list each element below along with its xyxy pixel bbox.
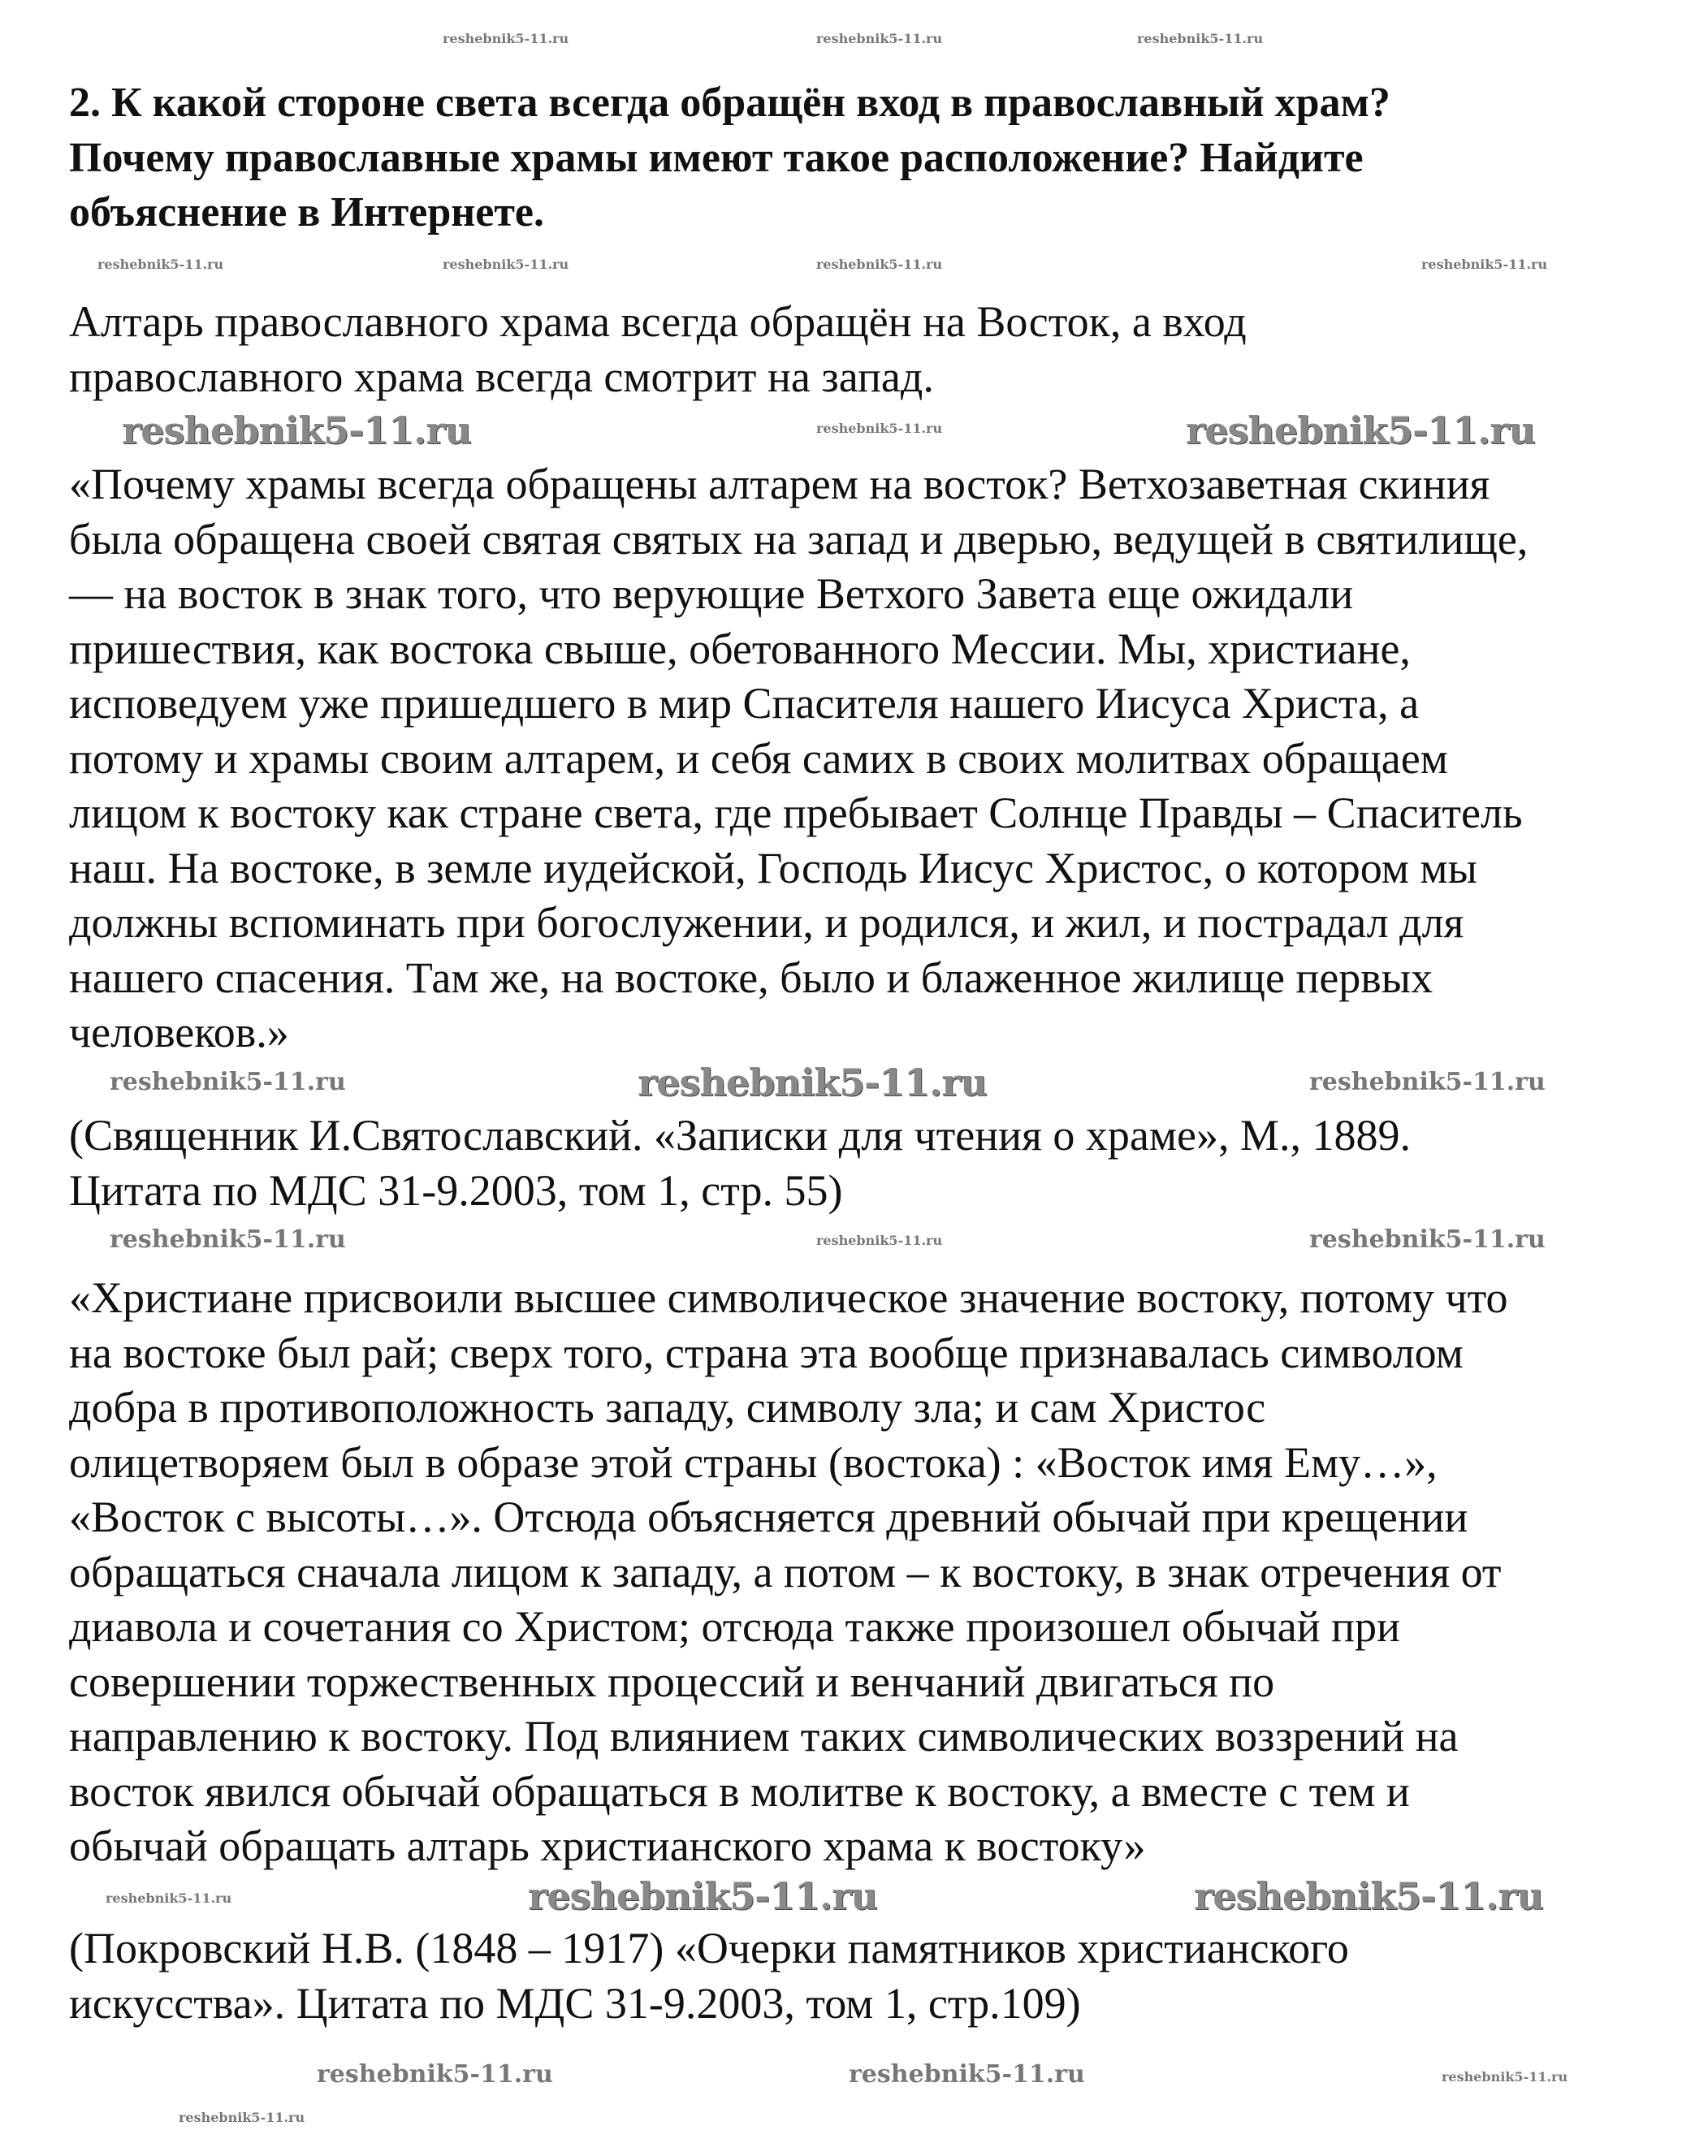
watermark-text: reshebnik5-11.ru [122, 408, 471, 452]
watermark-text: reshebnik5-11.ru [816, 421, 943, 436]
watermark-text: reshebnik5-11.ru [443, 31, 569, 46]
text-line: (Священник И.Святославский. «Записки для чтения о храме», М., 1889. [69, 1111, 1411, 1160]
answer-paragraph [69, 295, 1247, 404]
question-heading [69, 76, 1390, 240]
citation-svyatoslavsky [69, 1108, 1411, 1218]
text-line: на востоке был рай; сверх того, страна эта вообще признавалась символом [69, 1328, 1464, 1377]
watermark-text: reshebnik5-11.ru [110, 1225, 346, 1254]
text-line: (Покровский Н.В. (1848 – 1917) «Очерки памятников христианского [69, 1924, 1349, 1972]
watermark-text: reshebnik5-11.ru [1421, 257, 1548, 272]
text-line: «Христиане присвоили высшее символическое значение востоку, потому что [69, 1273, 1508, 1322]
text-line: — на восток в знак того, что верующие Ветхого Завета еще ожидали [69, 569, 1354, 618]
text-line: нашего спасения. Там же, на востоке, было и блаженное жилище первых [69, 953, 1433, 1002]
text-line: лицом к востоку как стране света, где пребывает Солнце Правды – Спаситель [69, 789, 1523, 837]
watermark-text: reshebnik5-11.ru [849, 2060, 1085, 2089]
quote-pokrovsky [69, 1271, 1508, 1874]
text-line: «Восток с высоты…». Отсюда объясняется древний обычай при крещении [69, 1493, 1468, 1541]
text-line: обычай обращать алтарь христианского храма к востоку» [69, 1821, 1146, 1870]
text-line: восток явился обычай обращаться в молитве к востоку, а вместе с тем и [69, 1766, 1410, 1816]
watermark-text: reshebnik5-11.ru [638, 1061, 987, 1104]
citation-pokrovsky [69, 1921, 1349, 2031]
watermark-text: reshebnik5-11.ru [816, 1233, 943, 1248]
text-line: исповедуем уже пришедшего в мир Спасителя нашего Иисуса Христа, а [69, 679, 1420, 728]
text-line: объяснение в Интернете. [69, 189, 544, 235]
watermark-text: reshebnik5-11.ru [1442, 2069, 1568, 2085]
watermark-text: reshebnik5-11.ru [1186, 408, 1535, 452]
watermark-text: reshebnik5-11.ru [816, 31, 943, 46]
watermark-text: reshebnik5-11.ru [1309, 1225, 1546, 1254]
text-line: Почему православные храмы имеют такое расположение? Найдите [69, 134, 1364, 181]
text-line: «Почему храмы всегда обращены алтарем на восток? Ветхозаветная скиния [69, 460, 1490, 508]
text-line: пришествия, как востока свыше, обетованного Мессии. Мы, христиане, [69, 624, 1411, 673]
text-line: направлению к востоку. Под влиянием таких символических воззрений на [69, 1712, 1459, 1761]
text-line: 2. К какой стороне света всегда обращён вход в православный храм? [69, 80, 1390, 126]
watermark-text: reshebnik5-11.ru [317, 2060, 553, 2089]
text-line: потому и храмы своим алтарем, и себя самих в своих молитвах обращаем [69, 733, 1448, 783]
watermark-text: reshebnik5-11.ru [443, 257, 569, 272]
text-line: искусства». Цитата по МДС 31-9.2003, том 1, стр.109) [69, 1978, 1081, 2028]
watermark-text: reshebnik5-11.ru [1309, 1068, 1546, 1096]
text-line: была обращена своей святая святых на запад и дверью, ведущей в святилище, [69, 514, 1529, 564]
watermark-text: reshebnik5-11.ru [179, 2110, 305, 2125]
text-line: диавола и сочетания со Христом; отсюда также произошел обычай при [69, 1602, 1400, 1651]
watermark-text: reshebnik5-11.ru [816, 257, 943, 272]
quote-svyatoslavsky [69, 457, 1528, 1061]
text-line: Цитата по МДС 31-9.2003, том 1, стр. 55) [69, 1165, 843, 1215]
watermark-text: reshebnik5-11.ru [1137, 31, 1264, 46]
text-line: Алтарь православного храма всегда обращён на Восток, а вход [69, 297, 1247, 346]
text-line: православного храма всегда смотрит на запад. [69, 352, 934, 401]
text-line: обращаться сначала лицом к западу, а потом – к востоку, в знак отречения от [69, 1547, 1502, 1596]
text-line: совершении торжественных процессий и венчаний двигаться по [69, 1657, 1275, 1706]
text-line: наш. На востоке, в земле иудейской, Господь Иисус Христос, о котором мы [69, 843, 1477, 892]
watermark-text: reshebnik5-11.ru [110, 1068, 346, 1096]
text-line: добра в противоположность западу, символу зла; и сам Христос [69, 1383, 1266, 1432]
text-line: человеков.» [69, 1008, 289, 1056]
text-line: должны вспоминать при богослужении, и родился, и жил, и пострадал для [69, 898, 1464, 947]
text-line: олицетворяем был в образе этой страны (востока) : «Восток имя Ему…», [69, 1437, 1438, 1487]
watermark-text: reshebnik5-11.ru [97, 257, 224, 272]
watermark-text: reshebnik5-11.ru [528, 1874, 877, 1918]
watermark-text: reshebnik5-11.ru [1194, 1874, 1543, 1918]
watermark-text: reshebnik5-11.ru [106, 1890, 232, 1906]
